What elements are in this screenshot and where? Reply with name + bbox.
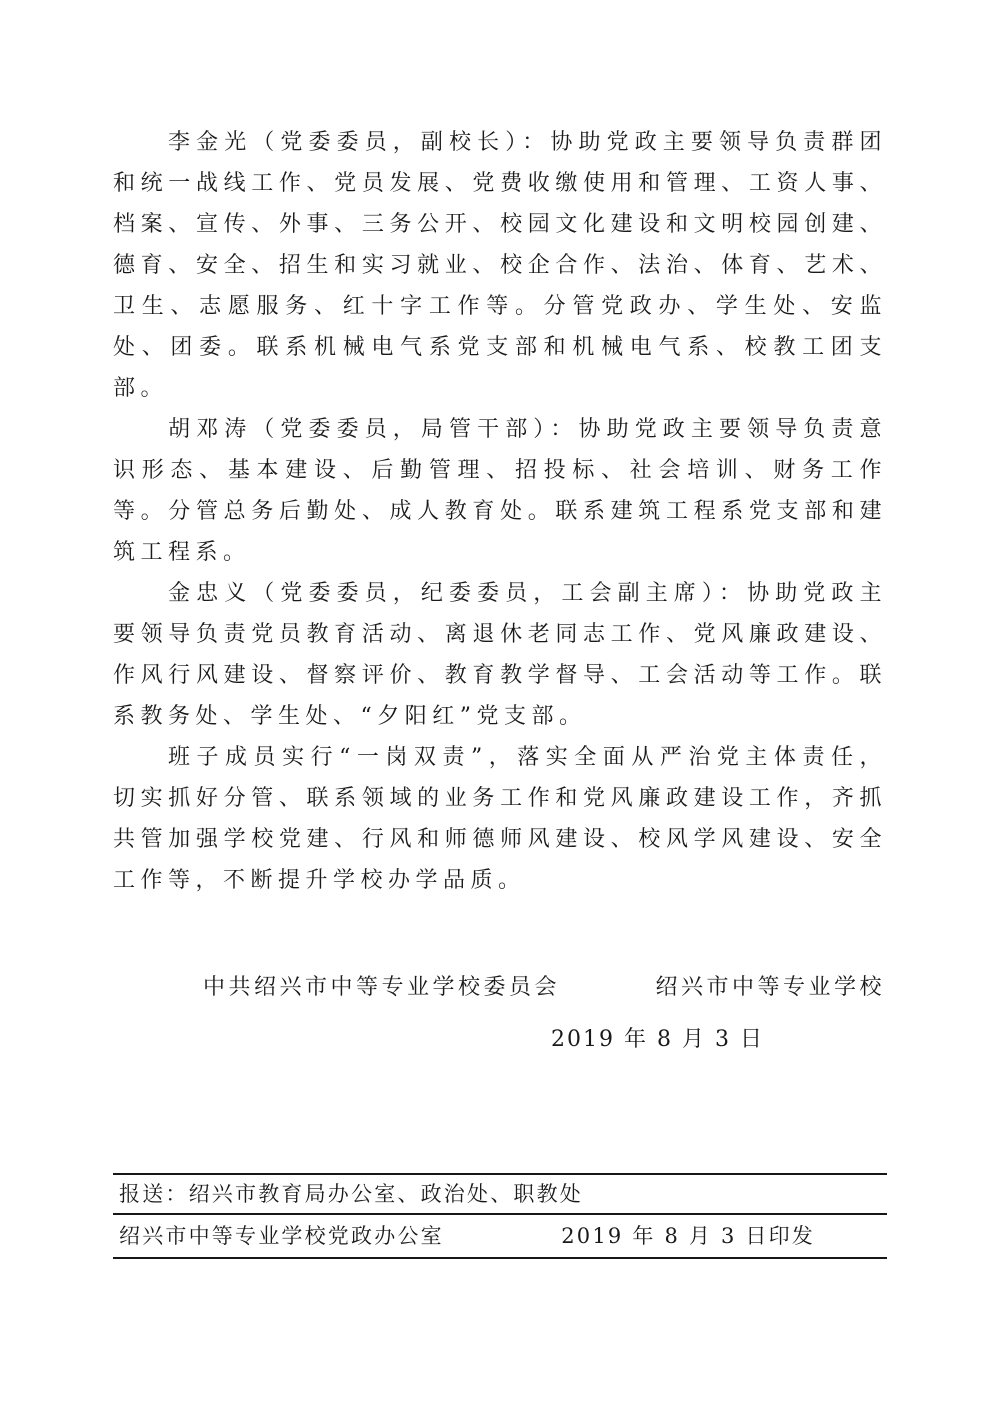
footer-cc-text: 报送：绍兴市教育局办公室、政治处、职教处 bbox=[119, 1182, 583, 1206]
footer-cc-row bbox=[113, 1173, 887, 1213]
paragraph-li-jinguang-duties: 李金光（党委委员，副校长）：协助党政主要领导负责群团和统一战线工作、党员发展、党费收缴使用和管理、工资人事、档案、宣传、外事、三务公开、校园文化建设和文明校园创建、德育、安全、招生和实习就业、校企合作、法治、体育、艺术、卫生、志愿服务、红十字工作等。分管党政办、学生处、安监处、团委。联系机械电气系党支部和机械电气系、校教工团支部。 bbox=[113, 130, 887, 401]
footer-print-date: 2019 年 8 月 3 日印发 bbox=[561, 1224, 815, 1248]
paragraph-team-responsibility: 班子成员实行“一岗双责”，落实全面从严治党主体责任，切实抓好分管、联系领域的业务工作和党风廉政建设工作，齐抓共管加强学校党建、行风和师德师风建设、校风学风建设、安全工作等，不断提升学校办学品质。 bbox=[113, 745, 887, 893]
footer-issuer-row bbox=[113, 1213, 887, 1259]
signature-committee-name: 中共绍兴市中等专业学校委员会 bbox=[203, 975, 561, 1000]
signature-row bbox=[203, 970, 885, 1001]
paragraph-hu-dengtao-duties: 胡邓涛（党委委员，局管干部）：协助党政主要领导负责意识形态、基本建设、后勤管理、招投标、社会培训、财务工作等。分管总务后勤处、成人教育处。联系建筑工程系党支部和建筑工程系。 bbox=[113, 417, 887, 565]
footer-table bbox=[113, 1173, 887, 1259]
document-body bbox=[113, 122, 887, 901]
signature-date: 2019 年 8 月 3 日 bbox=[551, 1027, 764, 1052]
footer-issuer-office: 绍兴市中等专业学校党政办公室 bbox=[119, 1224, 444, 1248]
paragraph-jin-zhongyi-duties: 金忠义（党委委员，纪委委员，工会副主席）：协助党政主要领导负责党员教育活动、离退休老同志工作、党风廉政建设、作风行风建设、督察评价、教育教学督导、工会活动等工作。联系教务处、学生处、“夕阳红”党支部。 bbox=[113, 581, 887, 729]
signature-school-name: 绍兴市中等专业学校 bbox=[655, 975, 885, 1000]
